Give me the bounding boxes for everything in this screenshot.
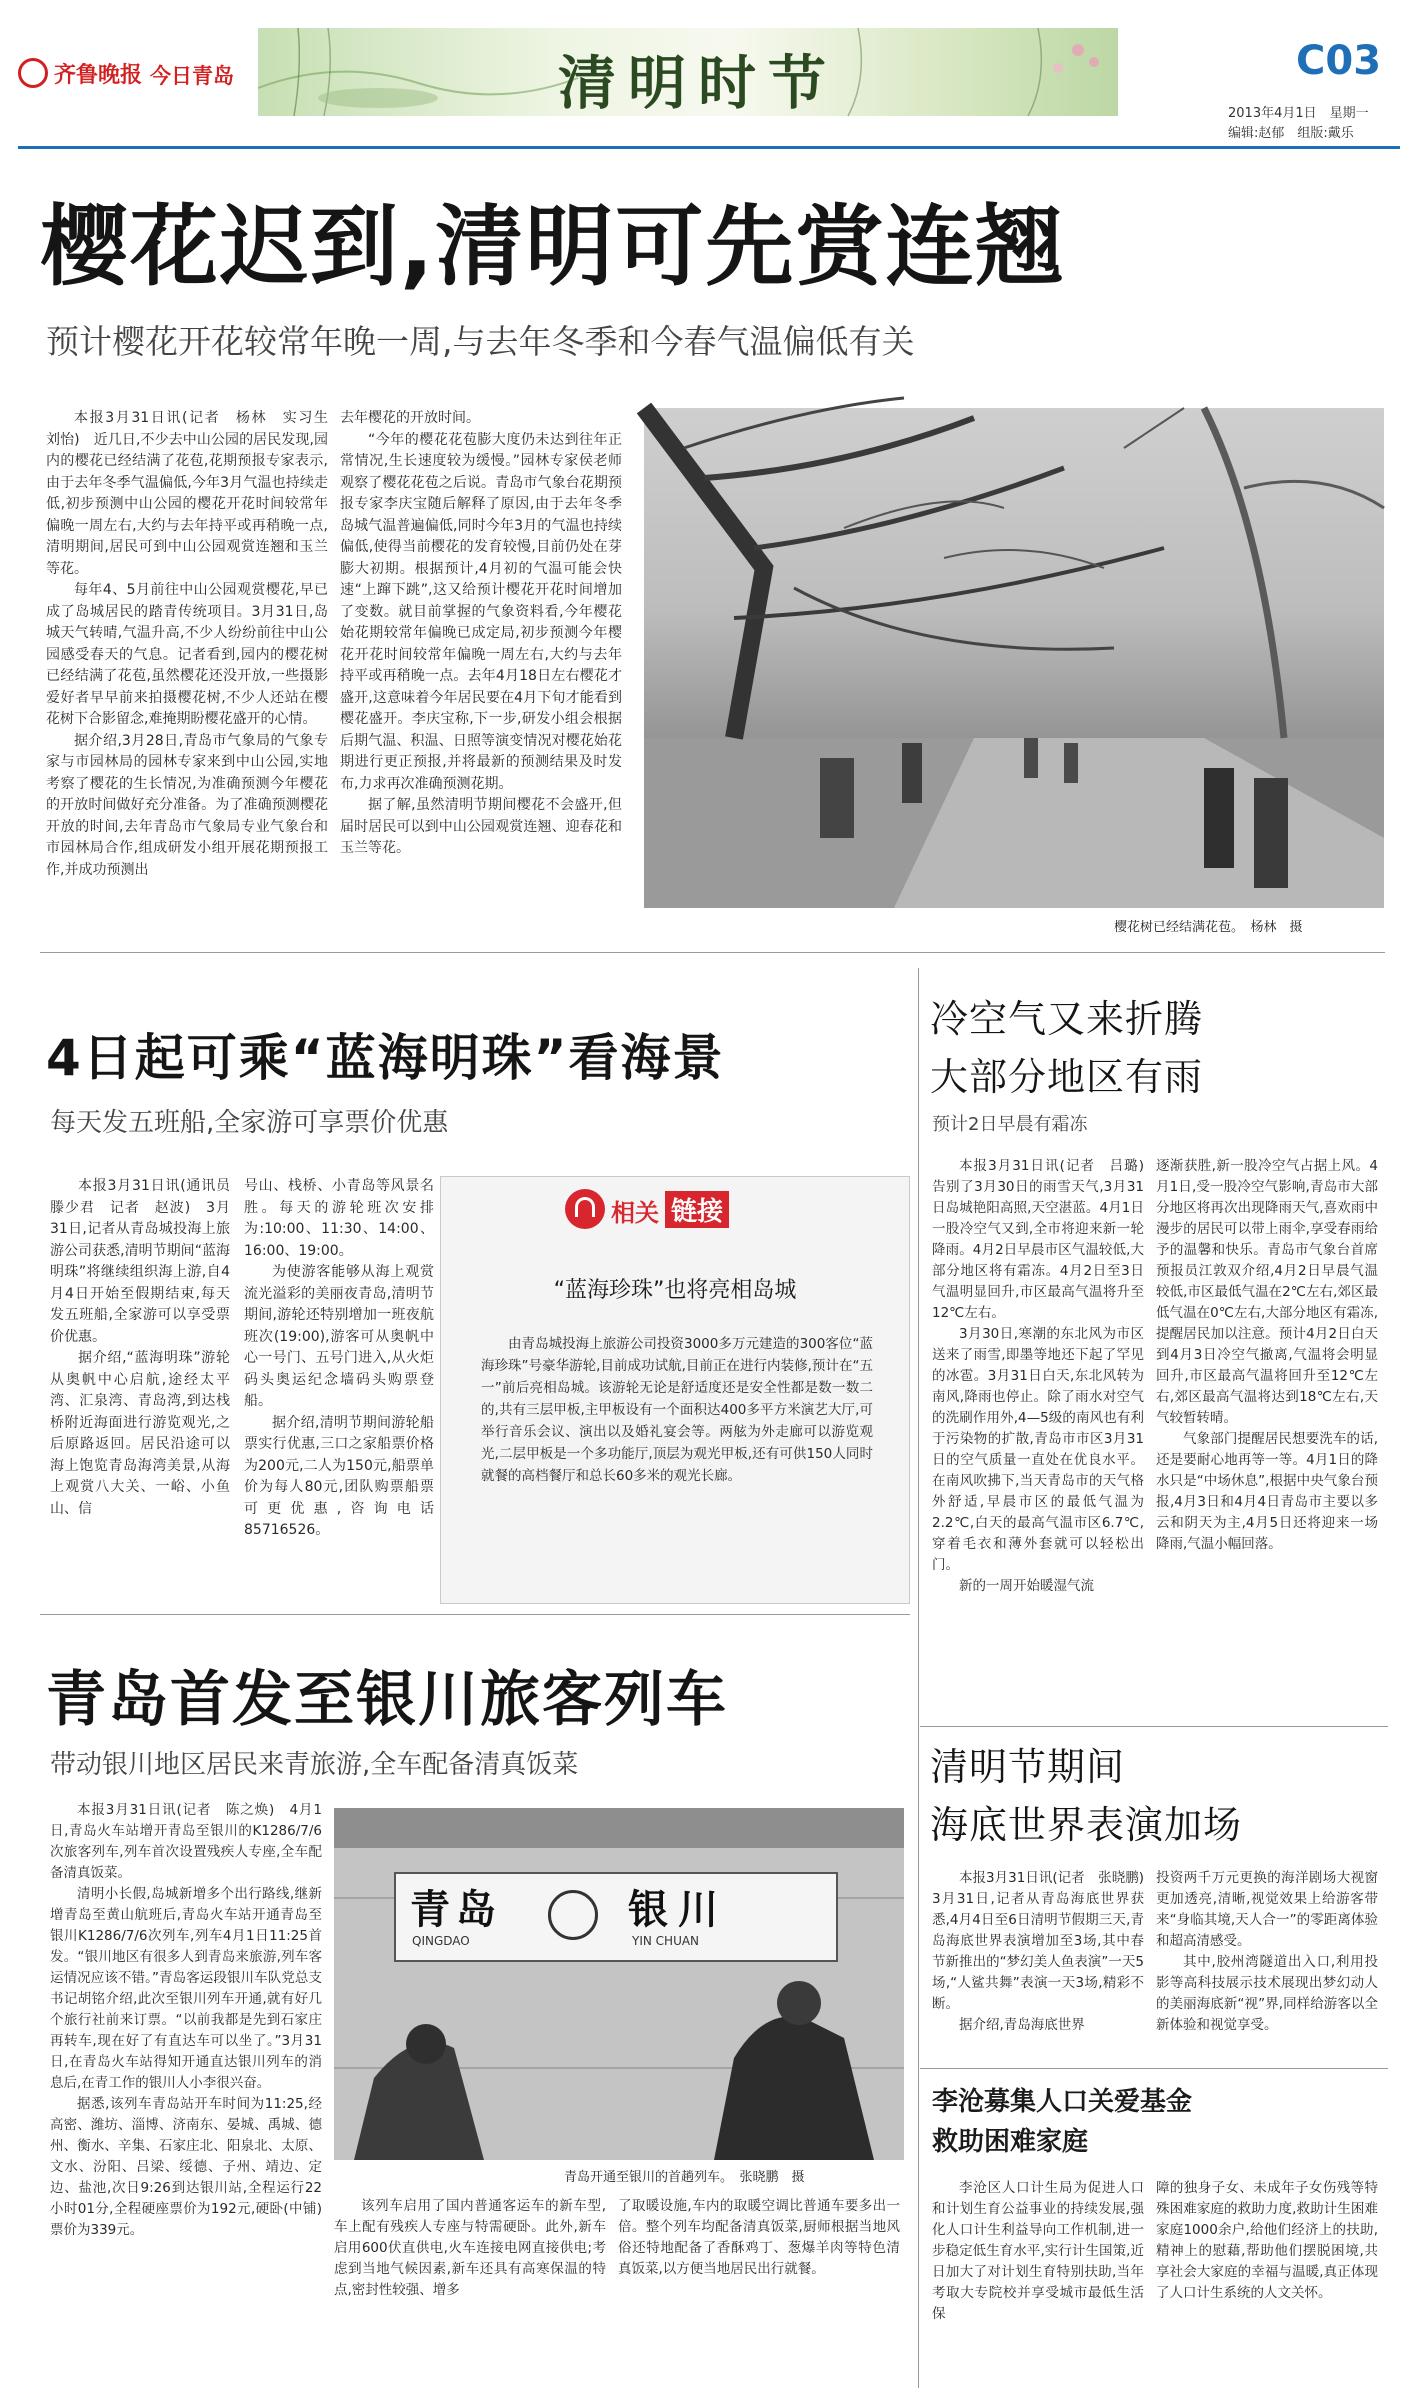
story5-column-2	[1156, 1868, 1378, 2058]
sidebar-body	[481, 1333, 873, 1583]
paragraph: 逐渐获胜,新一股冷空气占据上风。4月1日,受一股冷空气影响,青岛市大部分地区将再次出现降雨天气,喜欢雨中漫步的居民可以带上雨伞,享受春雨给予的温馨和快乐。青岛市气象台首席预报员江敦双介绍,4月2日早晨气温较低,市区最低气温在2℃左右,郊区最低气温在0℃左右,大部分地区有霜冻,提醒居民加以注意。预计4月2日白天到4月3日冷空气撤离,气温将会明显回升,市区最高气温将回升至12℃左右,郊区最高气温将达到18℃左右,天气较暂转晴。	[1156, 1158, 1378, 1426]
story4-column-3	[618, 2196, 900, 2386]
divider	[920, 2068, 1388, 2069]
date-line: 2013年4月1日 星期一	[1228, 106, 1369, 121]
story2-column-2	[244, 1176, 434, 1606]
paragraph: 本报3月31日讯(记者 杨林 实习生 刘怡) 近几日,不少去中山公园的居民发现,园内的樱花已经结满了花苞,花期预报专家表示,由于去年冬季气温偏低,今年3月气温也持续走低,初步预测中山公园的樱花开花时间较常年偏晚一周左右,大约与去年持平或再稍晚一点,清明期间,居民可到中山公园观赏连翘和玉兰等花。	[46, 410, 342, 577]
page-header	[0, 0, 1417, 150]
story1-column-1	[46, 408, 342, 943]
related-link-box	[440, 1176, 910, 1604]
story3-subhead: 预计2日早晨有霜冻	[932, 1114, 1088, 1135]
link-label: 链接	[665, 1191, 729, 1228]
paragraph: 据了解,虽然清明节期间樱花不会盛开,但届时居民可以到中山公园观赏连翘、迎春花和玉兰等花。	[340, 797, 622, 856]
paragraph: 据介绍,“蓝海明珠”游轮从奥帆中心启航,途经太平湾、汇泉湾、青岛湾,到达栈桥附近海面进行游览观光,之后原路返回。居民沿途可以海上饱览青岛海湾美景,从海上观赏八大关、一峪、小鱼山、信	[50, 1350, 230, 1517]
story5-column-1	[932, 1868, 1158, 2058]
paragraph: 本报3月31日讯(通讯员 滕少君 记者 赵波) 3月31日,记者从青岛城投海上旅游公司获悉,清明节期间“蓝海明珠”将继续组织海上游,自4月4日开始至假期结束,每天发五班船,全家游可以享受票价优惠。	[50, 1178, 244, 1345]
link-icon-mark	[575, 1197, 595, 1217]
paragraph: 本报3月31日讯(记者 陈之焕) 4月1日,青岛火车站增开青岛至银川的K1286/7/6次旅客列车,列车首次设置残疾人专座,全车配备清真饭菜。	[50, 1802, 322, 1881]
story4-column-2	[334, 2196, 606, 2386]
paragraph: 本报3月31日讯(记者 张晓鹏) 3月31日,记者从青岛海底世界获悉,4月4日至6日清明节假期三天,青岛海底世界表演增加至3场,其中春节新推出的“梦幻美人鱼表演”一天5场,“人鲨共舞”表演一天3场,精彩不断。	[932, 1870, 1158, 2012]
story4-photo-caption: 青岛开通至银川的首趟列车。 张晓鹏 摄	[564, 2170, 805, 2185]
story4-subhead: 带动银川地区居民来青旅游,全车配备清真饭菜	[50, 1750, 579, 1780]
related-label: 相关	[611, 1199, 659, 1227]
train-art	[334, 1808, 904, 2160]
story3-column-1	[932, 1156, 1158, 1716]
editors-line: 编辑:赵郁 组版:戴乐	[1228, 126, 1354, 141]
paragraph: 为使游客能够从海上观赏流光溢彩的美丽夜青岛,清明节期间,游轮还特别增加一班夜航班次(19:00),游客可从奥帆中心一号门、五号门进入,从火炬码头奥运纪念墙码头购票登船。	[244, 1264, 434, 1409]
paragraph: 3月30日,寒潮的东北风为市区送来了雨雪,即墨等地还下起了罕见的冰雹。3月31日白天,东北风转为南风,降雨也停止。除了雨水对空气的洗刷作用外,4—5级的南风也有利于污染物的扩散,青岛市市区3月31日的空气质量一直处在优良水平。在南风吹拂下,当天青岛市的天气格外舒适,早晨市区的最低气温为2.2℃,白天的最高气温市区6.7℃,穿着毛衣和薄外套就可以轻松出门。	[932, 1326, 1144, 1573]
story3-headline: 冷空气又来折腾 大部分地区有雨	[930, 997, 1204, 1099]
story5-headline: 清明节期间 海底世界表演加场	[930, 1745, 1243, 1847]
related-link-logo	[565, 1187, 749, 1231]
cherry-tree-art	[644, 408, 1384, 908]
story1-photo-caption: 樱花树已经结满花苞。 杨林 摄	[1114, 920, 1303, 935]
paragraph: 该列车启用了国内普通客运车的新车型,车上配有残疾人专座与特需硬卧。此外,新车启用600伏直供电,火车连接电网直接供电;考虑到当地气候因素,新车还具有高寒保温的特点,密封性较强、增多	[334, 2198, 606, 2298]
paragraph: 据悉,该列车青岛站开车时间为11:25,经高密、潍坊、淄博、济南东、晏城、禹城、德州、衡水、辛集、石家庄北、阳泉北、太原、文水、汾阳、吕梁、绥德、子州、靖边、定边、盐池,次日9:26到达银川站,全程运行22小时01分,全程硬座票价为192元,硬卧(中铺)票价为339元。	[50, 2096, 322, 2238]
paragraph: 障的独身子女、未成年子女伤残等特殊困难家庭的救助力度,救助计生困难家庭1000余户,给他们经济上的扶助,精神上的慰藉,帮助他们摆脱困境,共享社会大家庭的幸福与温暖,真正体现了人口计生系统的人文关怀。	[1156, 2180, 1378, 2301]
sidebar-title: “蓝海珍珠”也将亮相岛城	[553, 1278, 797, 1303]
sign-destination-pinyin: YIN CHUAN	[632, 1934, 700, 1948]
cherry-blossom-photo	[644, 408, 1384, 908]
paragraph: 清明小长假,岛城新增多个出行路线,继新增青岛至黄山航班后,青岛火车站开通青岛至银川K1286/7/6次列车,列车4月1日11:25首发。“银川地区有很多人到青岛来旅游,列车客运情况应该不错。”青岛客运段银川车队党总支书记胡铭介绍,此次至银川列车开通,就有好几个旅行社前来订票。“以前我都是先到石家庄再转车,现在好了有直达车可以坐了。”3月31日,在青岛火车站得知开通直达银川列车的消息后,在青工作的银川人小李很兴奋。	[50, 1886, 322, 2091]
story6-column-2	[1156, 2178, 1378, 2388]
paragraph: 其中,胶州湾隧道出入口,利用投影等高科技展示技术展现出梦幻动人的美丽海底新“视”界,同样给游客以全新体验和视觉享受。	[1156, 1954, 1378, 2033]
sign-origin: 青岛	[410, 1887, 502, 1933]
banner	[258, 28, 1118, 116]
train-photo	[334, 1808, 904, 2160]
paragraph: 李沧区人口计生局为促进人口和计划生育公益事业的持续发展,强化人口计生利益导向工作机制,进一步稳定低生育水平,实行计生国策,近日加大了对计划生育特别扶助,当年考取大专院校并享受城市最低生活保	[932, 2180, 1144, 2322]
paragraph: 本报3月31日讯(记者 吕璐) 告别了3月30日的雨雪天气,3月31日岛城艳阳高照,天空湛蓝。4月1日一股冷空气又到,全市将迎来新一轮降雨。4月2日早晨市区气温较低,大部分地区将有霜冻。4月2日至3日气温明显回升,市区最高气温将升至12℃左右。	[932, 1158, 1158, 1321]
header-rule	[18, 146, 1400, 149]
paragraph: 投资两千万元更换的海洋剧场大视窗更加透亮,清晰,视觉效果上给游客带来“身临其境,天人合一”的零距离体验和超高清感受。	[1156, 1870, 1378, 1949]
story1-subhead: 预计樱花开花较常年晚一周,与去年冬季和今春气温偏低有关	[46, 322, 915, 361]
story6-headline: 李沧募集人口关爱基金 救助困难家庭	[932, 2087, 1193, 2157]
story1-headline: 樱花迟到,清明可先赏连翘	[40, 195, 1066, 298]
paragraph: 每年4、5月前往中山公园观赏樱花,早已成了岛城居民的踏青传统项目。3月31日,岛城天气转晴,气温升高,不少人纷纷前往中山公园感受春天的气息。记者看到,园内的樱花树已经结满了花苞,虽然樱花还没开放,一些摄影爱好者早早前来拍摄樱花树,不少人还站在樱花树下合影留念,难掩期盼樱花盛开的心情。	[46, 582, 328, 727]
divider	[920, 1726, 1388, 1727]
page-code: C03	[1296, 38, 1382, 84]
story1-column-2	[340, 408, 622, 943]
story6-column-1	[932, 2178, 1144, 2388]
paragraph: 由青岛城投海上旅游公司投资3000多万元建造的300客位“蓝海珍珠”号豪华游轮,目前成功试航,目前正在进行内装修,预计在“五一”前后亮相岛城。该游轮无论是舒适度还是安全性都是数一数二的,共有三层甲板,主甲板设有一个面积达400多平方米演艺大厅,可举行音乐会议、演出以及婚礼宴会等。两舷为外走廊可以游览观光,二层甲板是一个多功能厅,顶层为观光甲板,还有可供150人同时就餐的高档餐厅和总长60多米的观光长廊。	[481, 1336, 873, 1484]
paragraph: 新的一周开始暖湿气流	[959, 1578, 1094, 1594]
railway-emblem	[548, 1890, 598, 1940]
destination-sign	[394, 1872, 838, 1962]
banner-title: 清明时节	[558, 49, 839, 117]
paragraph: 气象部门提醒居民想要洗车的话,还是要耐心地再等一等。4月1日的降水只是“中场休息”,根据中央气象台预报,4月3日和4月4日青岛市主要以多云和阴天为主,4月5日还将迎来一场降雨,气温小幅回落。	[1156, 1431, 1378, 1552]
story2-column-1	[50, 1176, 244, 1606]
story4-column-1	[50, 1800, 322, 2386]
story3-column-2	[1156, 1156, 1378, 1716]
paragraph: 据介绍,清明节期间游轮船票实行优惠,三口之家船票价格为200元,二人为150元,船票单价为每人80元,团队购票船票可更优惠,咨询电话85716526。	[244, 1414, 434, 1538]
story2-headline: 4日起可乘“蓝海明珠”看海景	[46, 1029, 725, 1087]
brand-name: 齐鲁晚报	[54, 62, 143, 88]
story4-headline: 青岛首发至银川旅客列车	[46, 1665, 728, 1735]
paragraph: 了取暖设施,车内的取暖空调比普通车要多出一倍。整个列车均配备清真饭菜,厨师根据当地风俗还特地配备了香酥鸡丁、葱爆羊肉等特色清真饭菜,以方便当地居民出行就餐。	[618, 2198, 900, 2277]
divider	[40, 952, 1385, 953]
story2-subhead: 每天发五班船,全家游可享票价优惠	[50, 1108, 449, 1138]
paragraph: 去年樱花的开放时间。	[340, 410, 480, 426]
paragraph: 据介绍,青岛海底世界	[959, 2017, 1085, 2033]
sign-origin-pinyin: QINGDAO	[412, 1934, 470, 1948]
divider	[40, 1614, 910, 1615]
paragraph: 据介绍,3月28日,青岛市气象局的气象专家与市园林局的园林专家来到中山公园,实地考察了樱花的生长情况,为准确预测今年樱花的开放时间做好充分准备。为了准确预测樱花开放的时间,去年青岛市气象局专业气象台和市园林局合作,组成研发小组开展花期预报工作,并成功预测出	[46, 732, 328, 878]
sign-destination: 银川	[628, 1887, 728, 1933]
vertical-divider	[918, 968, 919, 2388]
section-name: 今日青岛	[150, 64, 234, 88]
paragraph: “今年的樱花花苞膨大度仍未达到往年正常情况,生长速度较为缓慢。”园林专家侯老师观察了樱花花苞之后说。青岛市气象台花期预报专家李庆宝随后解释了原因,由于去年冬季岛城气温普遍偏低,同时今年3月的气温也持续偏低,使得当前樱花的发育较慢,目前仍处在芽膨大初期。根据预计,4月初的气温可能会快速“上蹿下跳”,这又给预计樱花开花时间增加了变数。就目前掌握的气象资料看,今年樱花始花期较常年偏晚已成定局,初步预测今年樱花开花时间较常年偏晚一周左右,大约与去年持平或再稍晚一点。去年4月18日左右樱花才盛开,这意味着今年居民要在4月下旬才能看到樱花盛开。李庆宝称,下一步,研发小组会根据后期气温、积温、日照等演变情况对樱花始花期进行更正预报,并将最新的预测结果及时发布,力求再次准确预测花期。	[340, 431, 622, 792]
brand-logo	[18, 58, 48, 88]
paragraph: 号山、栈桥、小青岛等风景名胜。每天的游轮班次安排为:10:00、11:30、14:00、16:00、19:00。	[244, 1178, 434, 1259]
